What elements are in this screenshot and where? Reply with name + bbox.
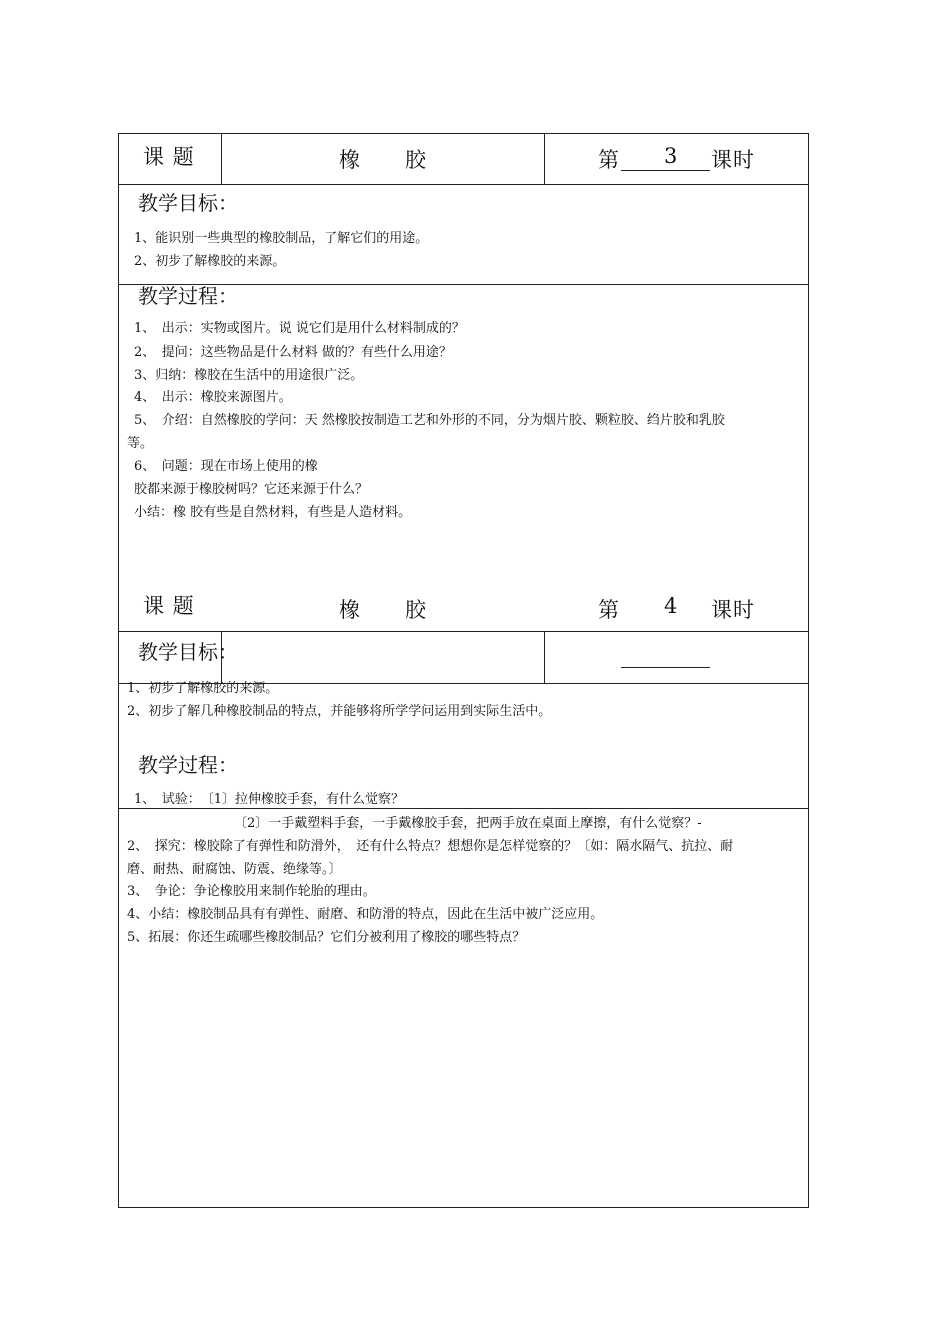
process-item: 磨、耐热、耐腐蚀、防震、绝缘等。〕 [127, 862, 342, 877]
table-left-border [118, 133, 119, 1208]
period-suffix: 课时 [711, 598, 755, 622]
period-prefix: 第 [598, 598, 620, 622]
process-heading: 教学过程： [138, 284, 238, 308]
goal-item: 1、能识别一些典型的橡胶制品，了解它们的用途。 [134, 231, 429, 246]
period-prefix: 第 [598, 148, 620, 172]
period-number: 3 [664, 144, 679, 168]
period-number-underline [621, 170, 710, 171]
process-item: 6、 问题：现在市场上使用的橡 [134, 459, 318, 474]
process-item: 〔2〕一手戴塑料手套，一手戴橡胶手套，把两手放在桌面上摩擦，有什么觉察？- [234, 816, 702, 831]
period-number-underline [621, 667, 710, 668]
goal-item: 2、初步了解几种橡胶制品的特点，并能够将所学学问运用到实际生活中。 [127, 704, 552, 719]
process-item: 4、 出示：橡胶来源图片。 [134, 390, 292, 405]
lesson-title: 橡 胶 [339, 148, 427, 172]
process-item: 4、小结：橡胶制品具有有弹性、耐磨、和防滑的特点，因此在生活中被广泛应用。 [127, 907, 604, 922]
header-divider-2 [544, 133, 545, 184]
process-item: 1、 试验： 〔1〕拉伸橡胶手套，有什么觉察？ [134, 792, 405, 807]
process-item: 等。 [127, 436, 154, 451]
header-divider-1 [221, 133, 222, 184]
goals-heading: 教学目标： [138, 191, 238, 215]
lesson4-divider-2 [544, 631, 545, 683]
lesson-title: 橡 胶 [339, 598, 427, 622]
table-right-border [808, 133, 809, 1208]
process-item: 1、 出示：实物或图片。说 说它们是用什么材料制成的？ [134, 321, 465, 336]
period-suffix: 课时 [711, 148, 755, 172]
subject-label: 课 题 [143, 145, 195, 169]
process-item: 3、 争论：争论橡胶用来制作轮胎的理由。 [127, 884, 376, 899]
process-item: 小结：橡 胶有些是自然材料，有些是人造材料。 [134, 505, 412, 520]
subject-label: 课 题 [143, 594, 195, 618]
goal-item: 2、初步了解橡胶的来源。 [134, 254, 286, 269]
process-item: 2、 提问：这些物品是什么材料 做的？有些什么用途？ [134, 345, 452, 360]
process-item: 胶都来源于橡胶树吗？它还来源于什么？ [134, 482, 369, 497]
process-item: 5、拓展：你还生疏哪些橡胶制品？它们分被利用了橡胶的哪些特点？ [127, 930, 526, 945]
goals-heading: 教学目标： [138, 640, 238, 664]
process-item: 3、归纳：橡胶在生活中的用途很广泛。 [134, 368, 364, 383]
table-bottom-border [118, 1207, 809, 1208]
goal-item: 1、初步了解橡胶的来源。 [127, 681, 279, 696]
process-heading: 教学过程： [138, 753, 238, 777]
process-item: 5、 介绍：自然橡胶的学问：天 然橡胶按制造工艺和外形的不同，分为烟片胶、颗粒胶、绉片胶和乳胶 [134, 413, 725, 428]
header-row-bottom [118, 184, 809, 185]
period-number: 4 [664, 594, 679, 618]
process-item: 2、 探究：橡胶除了有弹性和防滑外， 还有什么特点？想想你是怎样觉察的？〔如：隔水隔气、抗拉、耐 [127, 839, 734, 854]
